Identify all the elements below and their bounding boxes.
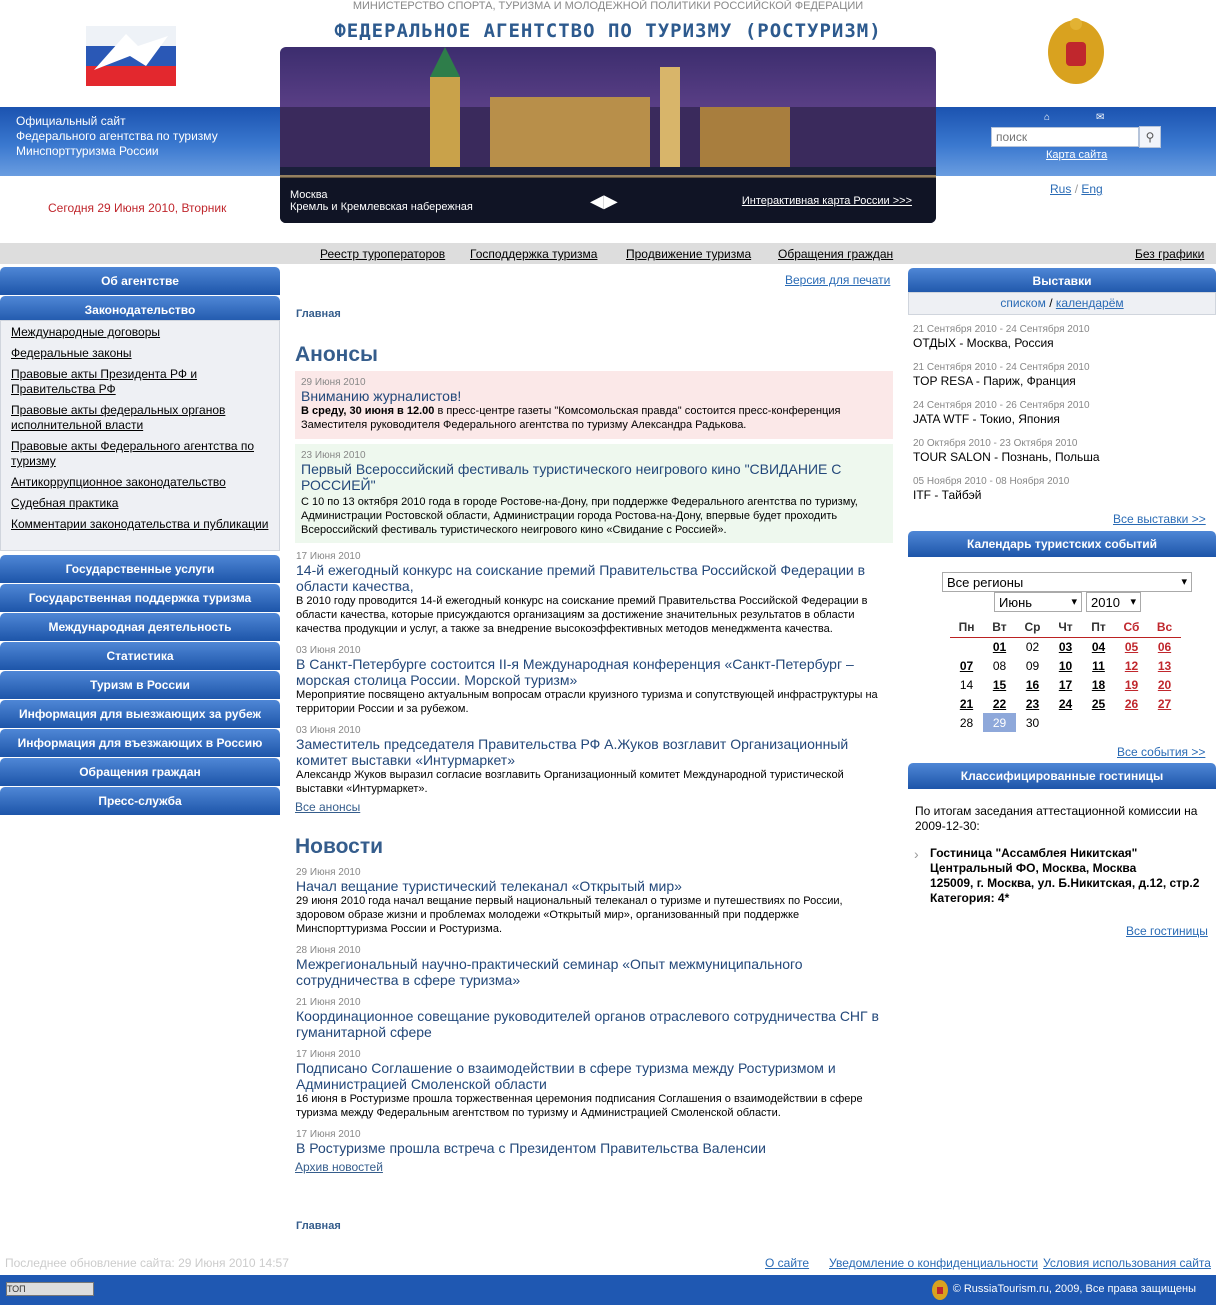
hotel-name: Гостиница "Ассамблея Никитская" bbox=[930, 846, 1138, 860]
legislation-submenu bbox=[0, 320, 280, 551]
hotels-header: Классифицированные гостиницы bbox=[908, 763, 1216, 789]
calendar-day[interactable]: 10 bbox=[1058, 658, 1073, 673]
news-title[interactable]: Подписано Соглашение о взаимодействии в сфере туризма между Ростуризмом и Администрацией Смоленской области bbox=[296, 1060, 836, 1092]
month-value: Июнь bbox=[999, 595, 1033, 610]
menu-item-gov-support[interactable]: Государственная поддержка туризма bbox=[0, 584, 280, 612]
exhibitions-tabs bbox=[908, 292, 1216, 315]
month-select[interactable] bbox=[994, 592, 1082, 612]
calendar-day[interactable]: 07 bbox=[959, 658, 974, 673]
region-select[interactable] bbox=[942, 572, 1192, 592]
announce-title[interactable]: Вниманию журналистов! bbox=[301, 388, 462, 404]
weekday: Ср bbox=[1016, 617, 1049, 637]
calendar-day-empty bbox=[1049, 713, 1082, 732]
exhibition-item[interactable] bbox=[913, 323, 1213, 351]
breadcrumb[interactable]: Главная bbox=[296, 308, 341, 320]
last-update: Последнее обновление сайта: 29 Июня 2010 14:57 bbox=[5, 1256, 289, 1270]
submenu-item[interactable]: Антикоррупционное законодательство bbox=[11, 475, 226, 489]
submenu-item[interactable]: Правовые акты Президента РФ и Правительства РФ bbox=[11, 367, 198, 396]
menu-item-statistics[interactable]: Статистика bbox=[0, 642, 280, 670]
weekday: Сб bbox=[1115, 617, 1148, 637]
chevron-right-icon: › bbox=[914, 846, 919, 862]
exhibition-item[interactable] bbox=[913, 437, 1213, 465]
hotels-intro: По итогам заседания аттестационной комиссии на 2009-12-30: bbox=[915, 804, 1198, 833]
announce-item bbox=[295, 645, 893, 716]
calendar-day[interactable]: 01 bbox=[992, 639, 1007, 654]
menu-item-gov-services[interactable]: Государственные услуги bbox=[0, 555, 280, 583]
menu-item-tourism-russia[interactable]: Туризм в России bbox=[0, 671, 280, 699]
calendar-week bbox=[950, 694, 1181, 713]
news-item bbox=[295, 867, 893, 936]
news-title[interactable]: В Ростуризме прошла встреча с Президентом Правительства Валенсии bbox=[296, 1140, 766, 1156]
calendar-day[interactable]: 22 bbox=[992, 696, 1007, 711]
calendar-day[interactable]: 05 bbox=[1124, 639, 1139, 654]
news-heading: Новости bbox=[295, 835, 384, 858]
exhibition-dates: 05 Ноября 2010 - 08 Ноября 2010 bbox=[913, 476, 1070, 487]
weekday: Чт bbox=[1049, 617, 1082, 637]
mail-icon[interactable]: ✉ bbox=[1096, 112, 1105, 123]
hotel-address: 125009, г. Москва, ул. Б.Никитская, д.12, стр.2 bbox=[930, 876, 1200, 890]
calendar-day: 28 bbox=[959, 715, 974, 730]
submenu-item[interactable]: Правовые акты Федерального агентства по туризму bbox=[11, 439, 255, 468]
calendar-day[interactable]: 06 bbox=[1157, 639, 1172, 654]
weekday: Вт bbox=[983, 617, 1016, 637]
agency-title: ФЕДЕРАЛЬНОЕ АГЕНТСТВО ПО ТУРИЗМУ (РОСТУРИЗМ) bbox=[334, 20, 882, 42]
weekday: Вс bbox=[1148, 617, 1181, 637]
news-date: 28 Июня 2010 bbox=[296, 945, 361, 956]
announce-text: Мероприятие посвящено актуальным вопросам отрасли круизного туризма и сопутствующей инфраструктуры на территории России и за рубежом. bbox=[296, 689, 878, 715]
exhibition-dates: 20 Октября 2010 - 23 Октября 2010 bbox=[913, 438, 1078, 449]
calendar-day: 08 bbox=[992, 658, 1007, 673]
kremlin-banner bbox=[280, 47, 936, 223]
calendar-day[interactable]: 20 bbox=[1157, 677, 1172, 692]
calendar-day[interactable]: 11 bbox=[1092, 658, 1105, 673]
lang-ru-link[interactable]: Rus bbox=[1050, 182, 1072, 196]
calendar-week bbox=[950, 675, 1181, 694]
news-title[interactable]: Межрегиональный научно-практический семинар «Опыт межмуниципального сотрудничества в сфере туризма» bbox=[296, 956, 803, 988]
menu-item-press[interactable]: Пресс-служба bbox=[0, 787, 280, 815]
breadcrumb-bottom[interactable]: Главная bbox=[296, 1220, 341, 1232]
menu-item-about[interactable]: Об агентстве bbox=[0, 267, 280, 295]
hotel-category: Категория: 4* bbox=[930, 891, 1010, 905]
calendar-day: 14 bbox=[959, 677, 974, 692]
year-select[interactable] bbox=[1086, 592, 1141, 612]
submenu-item[interactable]: Международные договоры bbox=[11, 325, 161, 339]
hotel-item[interactable] bbox=[930, 846, 1210, 906]
submenu-item[interactable]: Судебная практика bbox=[11, 496, 119, 510]
announce-bold: В среду, 30 июня в 12.00 bbox=[301, 405, 435, 417]
calendar-week bbox=[950, 713, 1181, 732]
exhibition-name: ITF - Тайбэй bbox=[913, 488, 982, 502]
menu-item-inbound[interactable]: Информация для въезжающих в Россию bbox=[0, 729, 280, 757]
calendar-weekdays bbox=[950, 617, 1181, 637]
topnav-item[interactable]: Обращения граждан bbox=[778, 247, 894, 261]
calendar-week bbox=[950, 656, 1181, 675]
calendar-day[interactable]: 04 bbox=[1091, 639, 1106, 654]
all-events-link[interactable]: Все события >> bbox=[1117, 745, 1206, 759]
calendar-day[interactable]: 24 bbox=[1058, 696, 1073, 711]
calendar-day-today[interactable]: 29 bbox=[983, 713, 1016, 732]
news-item bbox=[295, 945, 893, 988]
calendar-day[interactable]: 16 bbox=[1025, 677, 1040, 692]
calendar-day[interactable]: 19 bbox=[1124, 677, 1139, 692]
news-archive-link[interactable]: Архив новостей bbox=[295, 1160, 383, 1174]
exhibition-name: JATA WTF - Токио, Япония bbox=[913, 412, 1060, 426]
calendar-day-empty bbox=[950, 637, 983, 656]
all-hotels-link[interactable]: Все гостиницы bbox=[1126, 924, 1208, 938]
topnav-item[interactable]: Господдержка туризма bbox=[470, 247, 598, 261]
announce-title[interactable]: Первый Всероссийский фестиваль туристического неигрового кино "СВИДАНИЕ С РОССИЕЙ" bbox=[301, 461, 842, 493]
privacy-link[interactable]: Уведомление о конфиденциальности bbox=[829, 1256, 1039, 1270]
menu-item-legislation[interactable]: Законодательство bbox=[0, 296, 280, 324]
news-item bbox=[295, 997, 893, 1040]
announce-date: 17 Июня 2010 bbox=[296, 551, 361, 562]
topnav-item[interactable]: Продвижение туризма bbox=[626, 247, 752, 261]
interactive-map-link[interactable]: Интерактивная карта России >>> bbox=[741, 195, 912, 207]
news-date: 29 Июня 2010 bbox=[296, 867, 361, 878]
language-switch bbox=[1050, 182, 1103, 196]
site-desc-line: Официальный сайт bbox=[16, 114, 126, 128]
all-exhibitions-link[interactable]: Все выставки >> bbox=[1113, 512, 1206, 526]
lang-en-link[interactable]: Eng bbox=[1081, 182, 1103, 196]
rostourism-logo[interactable] bbox=[86, 26, 176, 86]
calendar-day[interactable]: 25 bbox=[1091, 696, 1106, 711]
region-value: Все регионы bbox=[947, 575, 1024, 590]
all-announces-link[interactable]: Все анонсы bbox=[295, 800, 361, 814]
calendar-day[interactable]: 12 bbox=[1124, 658, 1139, 673]
news-title[interactable]: Начал вещание туристический телеканал «Открытый мир» bbox=[296, 878, 682, 894]
announce-date: 03 Июня 2010 bbox=[296, 725, 361, 736]
announce-item bbox=[295, 725, 893, 796]
exhibition-name: TOP RESA - Париж, Франция bbox=[913, 374, 1076, 388]
announce-text: Александр Жуков выразил согласие возглавить Организационный комитет Международной туристической выставки «Интурмаркет». bbox=[296, 769, 844, 795]
exhibition-name: ОТДЫХ - Москва, Россия bbox=[913, 336, 1054, 350]
russia-emblem-icon bbox=[1042, 14, 1110, 88]
exhibition-item[interactable] bbox=[913, 475, 1213, 503]
search-icon[interactable]: ⚲ bbox=[1139, 126, 1161, 148]
tab-list[interactable]: списком bbox=[1000, 296, 1046, 310]
calendar-day[interactable]: 15 bbox=[992, 677, 1007, 692]
site-description bbox=[16, 114, 276, 159]
banner-city: Москва bbox=[290, 189, 328, 201]
exhibition-dates: 21 Сентября 2010 - 24 Сентября 2010 bbox=[913, 362, 1090, 373]
search-input[interactable] bbox=[991, 127, 1139, 147]
announce-title[interactable]: Заместитель председателя Правительства РФ А.Жуков возглавит Организационный комитет выставки «Интурмаркет» bbox=[296, 736, 849, 768]
calendar-day[interactable]: 27 bbox=[1157, 696, 1172, 711]
announce-text: С 10 по 13 октября 2010 года в городе Ростове-на-Дону, при поддержке Федерального агентства по туризму, Администрации Ростовской области, Администрации города Ростова-на-Дону, впервые будет проходить Всероссийский фестиваль туристического неигрового кино «Свидание с Россией». bbox=[301, 496, 858, 536]
calendar-day: 30 bbox=[1025, 715, 1040, 730]
about-site-link[interactable]: О сайте bbox=[765, 1256, 810, 1270]
menu-item-outbound[interactable]: Информация для выезжающих за рубеж bbox=[0, 700, 280, 728]
news-title[interactable]: Координационное совещание руководителей органов отраслевого сотрудничества СНГ в гуманитарной сфере bbox=[296, 1008, 879, 1040]
exhibition-item[interactable] bbox=[913, 399, 1213, 427]
site-desc-line: Минспорттуризма России bbox=[16, 144, 159, 158]
calendar-day[interactable]: 13 bbox=[1157, 658, 1172, 673]
top-navigation bbox=[0, 243, 1216, 264]
home-icon[interactable]: ⌂ bbox=[1044, 112, 1051, 123]
terms-link[interactable]: Условия использования сайта bbox=[1043, 1256, 1211, 1270]
hotel-region: Центральный ФО, Москва, Москва bbox=[930, 861, 1137, 875]
counter-badge[interactable]: ТОП bbox=[6, 1282, 94, 1296]
topnav-item[interactable]: Реестр туроператоров bbox=[320, 247, 446, 261]
exhibitions-header: Выставки bbox=[908, 268, 1216, 294]
exhibition-name: TOUR SALON - Познань, Польша bbox=[913, 450, 1100, 464]
print-version-link[interactable]: Версия для печати bbox=[785, 273, 891, 287]
calendar-day-empty bbox=[1115, 713, 1148, 732]
menu-item-appeals[interactable]: Обращения граждан bbox=[0, 758, 280, 786]
calendar-day[interactable]: 18 bbox=[1091, 677, 1106, 692]
sitemap-link[interactable]: Карта сайта bbox=[1046, 149, 1108, 161]
calendar-day[interactable]: 17 bbox=[1058, 677, 1073, 692]
calendar-day[interactable]: 26 bbox=[1124, 696, 1139, 711]
announce-title[interactable]: В Санкт-Петербурге состоится II-я Международная конференция «Санкт-Петербург – морская столица России. Морской туризм» bbox=[296, 656, 854, 688]
calendar-day: 02 bbox=[1025, 639, 1040, 654]
banner-caption bbox=[290, 189, 473, 213]
announce-item bbox=[295, 551, 893, 636]
events-calendar-header: Календарь туристских событий bbox=[908, 531, 1216, 557]
banner-arrows-icon[interactable]: ◀▶ bbox=[590, 191, 618, 211]
exhibition-dates: 21 Сентября 2010 - 24 Сентября 2010 bbox=[913, 324, 1090, 335]
submenu-item[interactable]: Комментарии законодательства и публикации bbox=[11, 517, 269, 531]
banner-place: Кремль и Кремлевская набережная bbox=[290, 201, 473, 213]
submenu-item[interactable]: Федеральные законы bbox=[11, 346, 132, 360]
calendar-week bbox=[950, 637, 1181, 656]
news-date: 17 Июня 2010 bbox=[296, 1049, 361, 1060]
news-item bbox=[295, 1129, 893, 1156]
weekday: Пт bbox=[1082, 617, 1115, 637]
announces-heading: Анонсы bbox=[295, 343, 378, 366]
year-value: 2010 bbox=[1091, 595, 1120, 610]
calendar-day[interactable]: 23 bbox=[1025, 696, 1040, 711]
announce-item bbox=[295, 371, 893, 439]
announce-date: 03 Июня 2010 bbox=[296, 645, 361, 656]
calendar-day[interactable]: 21 bbox=[959, 696, 974, 711]
announce-text bbox=[301, 404, 887, 432]
announce-rest: в пресс-центре газеты "Комсомольская правда" состоится пресс-конференция Заместителя руководителя Федерального агентства по туризму Александра Радькова. bbox=[301, 405, 841, 431]
events-calendar bbox=[950, 617, 1181, 732]
announce-title[interactable]: 14-й ежегодный конкурс на соискание премий Правительства Российской Федерации в области качества, bbox=[296, 562, 866, 594]
calendar-day-empty bbox=[1082, 713, 1115, 732]
announce-text: В 2010 году проводится 14-й ежегодный конкурс на соискание премий Правительства Российской Федерации в области качества, которые присуждаются организациям за достижение значительных результатов в области качества продукции и услуг, а также за внедрение высокоэффективных методов менеджмента качества. bbox=[296, 595, 868, 635]
announce-item bbox=[295, 444, 893, 543]
exhibition-dates: 24 Сентября 2010 - 26 Сентября 2010 bbox=[913, 400, 1090, 411]
today-date: Сегодня 29 Июня 2010, Вторник bbox=[48, 201, 227, 215]
news-date: 21 Июня 2010 bbox=[296, 997, 361, 1008]
copyright: © RussiaTourism.ru, 2009, Все права защищены bbox=[952, 1283, 1196, 1295]
news-item bbox=[295, 1049, 893, 1120]
calendar-day[interactable]: 03 bbox=[1058, 639, 1073, 654]
announce-date: 29 Июня 2010 bbox=[301, 377, 366, 388]
site-desc-line: Федерального агентства по туризму bbox=[16, 129, 218, 143]
tab-separator: / bbox=[1045, 296, 1056, 310]
russia-emblem-icon bbox=[930, 1279, 950, 1301]
lang-separator: / bbox=[1074, 182, 1079, 196]
tab-calendar[interactable]: календарём bbox=[1055, 296, 1124, 310]
submenu-item[interactable]: Правовые акты федеральных органов исполнительной власти bbox=[11, 403, 226, 432]
no-graphics-link[interactable]: Без графики bbox=[1135, 247, 1205, 261]
news-date: 17 Июня 2010 bbox=[296, 1129, 361, 1140]
ministry-title: МИНИСТЕРСТВО СПОРТА, ТУРИЗМА И МОЛОДЕЖНОЙ ПОЛИТИКИ РОССИЙСКОЙ ФЕДЕРАЦИИ bbox=[352, 0, 864, 12]
news-text: 16 июня в Ростуризме прошла торжественная церемония подписания Соглашения о взаимодействии в сфере туризма между Федеральным агентством по туризму и Администрацией Смоленской области. bbox=[296, 1093, 863, 1119]
weekday: Пн bbox=[950, 617, 983, 637]
calendar-day-empty bbox=[1148, 713, 1181, 732]
news-text: 29 июня 2010 года начал вещание первый национальный телеканал о туризме и путешествиях по России, здоровом образе жизни и проблемах молодежи «Открытый мир», организованный при поддержке Минспорттуризма России и Ростуризма. bbox=[296, 895, 843, 935]
calendar-day: 09 bbox=[1025, 658, 1040, 673]
announce-date: 23 Июня 2010 bbox=[301, 450, 366, 461]
exhibition-item[interactable] bbox=[913, 361, 1213, 389]
menu-item-international[interactable]: Международная деятельность bbox=[0, 613, 280, 641]
